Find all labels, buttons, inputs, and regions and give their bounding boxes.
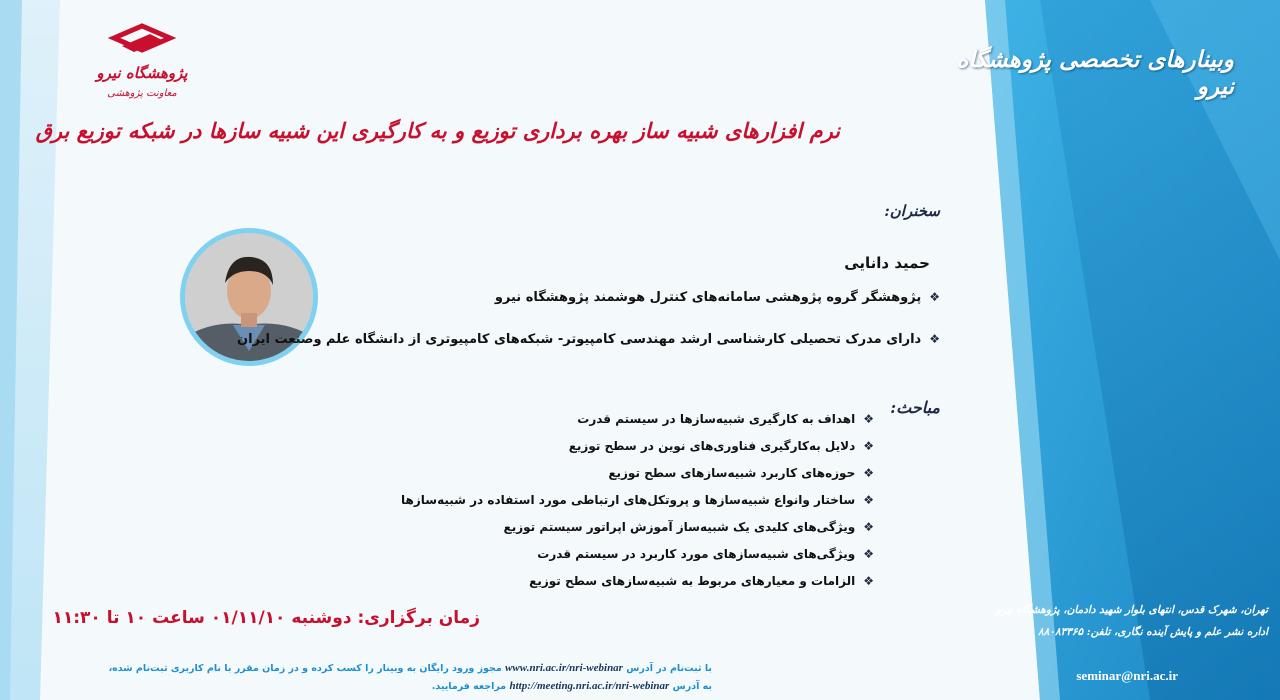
logo-subtitle: معاونت پژوهشی bbox=[107, 88, 177, 99]
topic-item bbox=[354, 568, 874, 595]
topic-text: ویژگی‌های کلیدی یک شبیه‌ساز آموزش اپراتور سیستم توزیع bbox=[503, 520, 856, 534]
diamond-bullet-icon: ❖ bbox=[863, 547, 874, 561]
contact-phone: اداره نشر علم و پایش آینده نگاری، تلفن: ۸۸۰۸۳۳۶۵ bbox=[1038, 626, 1268, 638]
event-schedule: زمان برگزاری: دوشنبه ۰۱/۱۱/۱۰ ساعت ۱۰ تا ۱۱:۳۰ bbox=[52, 608, 480, 628]
topic-text: ویژگی‌های شبیه‌سازهای مورد کاربرد در سیستم قدرت bbox=[537, 547, 856, 561]
topic-text: اهداف به کارگیری شبیه‌سازها در سیستم قدرت bbox=[577, 412, 856, 426]
diamond-bullet-icon: ❖ bbox=[863, 520, 874, 534]
registration-text: به آدرس bbox=[672, 681, 712, 692]
registration-line-1 bbox=[62, 662, 712, 674]
registration-text: مجوز ورود رایگان به وبینار را کسب کرده و در زمان مقرر با نام کاربری ثبت‌نام شده، bbox=[108, 663, 502, 674]
topic-item bbox=[354, 433, 874, 460]
diamond-bullet-icon: ❖ bbox=[863, 466, 874, 480]
topic-text: ساختار وانواع شبیه‌سازها و پروتکل‌های ارتباطی مورد استفاده در شبیه‌سازها bbox=[401, 493, 856, 507]
meeting-link[interactable]: http://meeting.nri.ac.ir/nri-webinar bbox=[509, 680, 670, 692]
contact-address: تهران، شهرک قدس، انتهای بلوار شهید دادمان، پژوهشگاه نیرو، bbox=[992, 604, 1268, 616]
speaker-bio-text: پژوهشگر گروه پژوهشی سامانه‌های کنترل هوشمند پژوهشگاه نیرو bbox=[494, 290, 922, 305]
diamond-bullet-icon: ❖ bbox=[863, 439, 874, 453]
diamond-bullet-icon: ❖ bbox=[863, 412, 874, 426]
speaker-bio-item bbox=[495, 290, 940, 305]
nri-logo-icon bbox=[92, 20, 192, 64]
registration-link[interactable]: www.nri.ac.ir/nri-webinar bbox=[505, 662, 623, 674]
topic-item bbox=[354, 406, 874, 433]
logo-name: پژوهشگاه نیرو bbox=[96, 64, 188, 82]
diamond-bullet-icon: ❖ bbox=[863, 493, 874, 507]
topic-text: دلایل به‌کارگیری فناوری‌های نوین در سطح توزیع bbox=[568, 439, 856, 453]
contact-email[interactable]: seminar@nri.ac.ir bbox=[1076, 668, 1178, 683]
speaker-name: حمید دانایی bbox=[844, 254, 930, 272]
webinar-title: نرم افزارهای شبیه ساز بهره برداری توزیع و به کارگیری این شبیه سازها در شبکه توزیع برق bbox=[35, 118, 840, 143]
topics-heading: مباحث: bbox=[890, 398, 940, 417]
registration-line-2 bbox=[62, 680, 712, 692]
topics-list bbox=[354, 406, 874, 595]
topic-item bbox=[354, 541, 874, 568]
registration-text: مراجعه فرمایید. bbox=[431, 681, 507, 692]
topic-item bbox=[354, 487, 874, 514]
speaker-bio-text: دارای مدرک تحصیلی کارشناسی ارشد مهندسی کامپیوتر- شبکه‌های کامپیوتری از دانشگاه علم وصنعت ایران bbox=[236, 332, 922, 347]
registration-text: با ثبت‌نام در آدرس bbox=[626, 663, 712, 674]
topic-text: حوزه‌های کاربرد شبیه‌سازهای سطح توزیع bbox=[608, 466, 856, 480]
speaker-bio-item bbox=[237, 332, 940, 347]
topic-text: الزامات و معیارهای مربوط به شبیه‌سازهای سطح توزیع bbox=[529, 574, 856, 588]
diamond-bullet-icon: ❖ bbox=[929, 332, 940, 346]
series-title: وبینارهای تخصصی پژوهشگاه نیرو bbox=[956, 46, 1234, 100]
topic-item bbox=[354, 460, 874, 487]
speakers-heading: سخنران: bbox=[884, 202, 940, 220]
topic-item bbox=[354, 514, 874, 541]
diamond-bullet-icon: ❖ bbox=[929, 290, 940, 304]
diamond-bullet-icon: ❖ bbox=[863, 574, 874, 588]
nri-logo bbox=[92, 20, 192, 120]
